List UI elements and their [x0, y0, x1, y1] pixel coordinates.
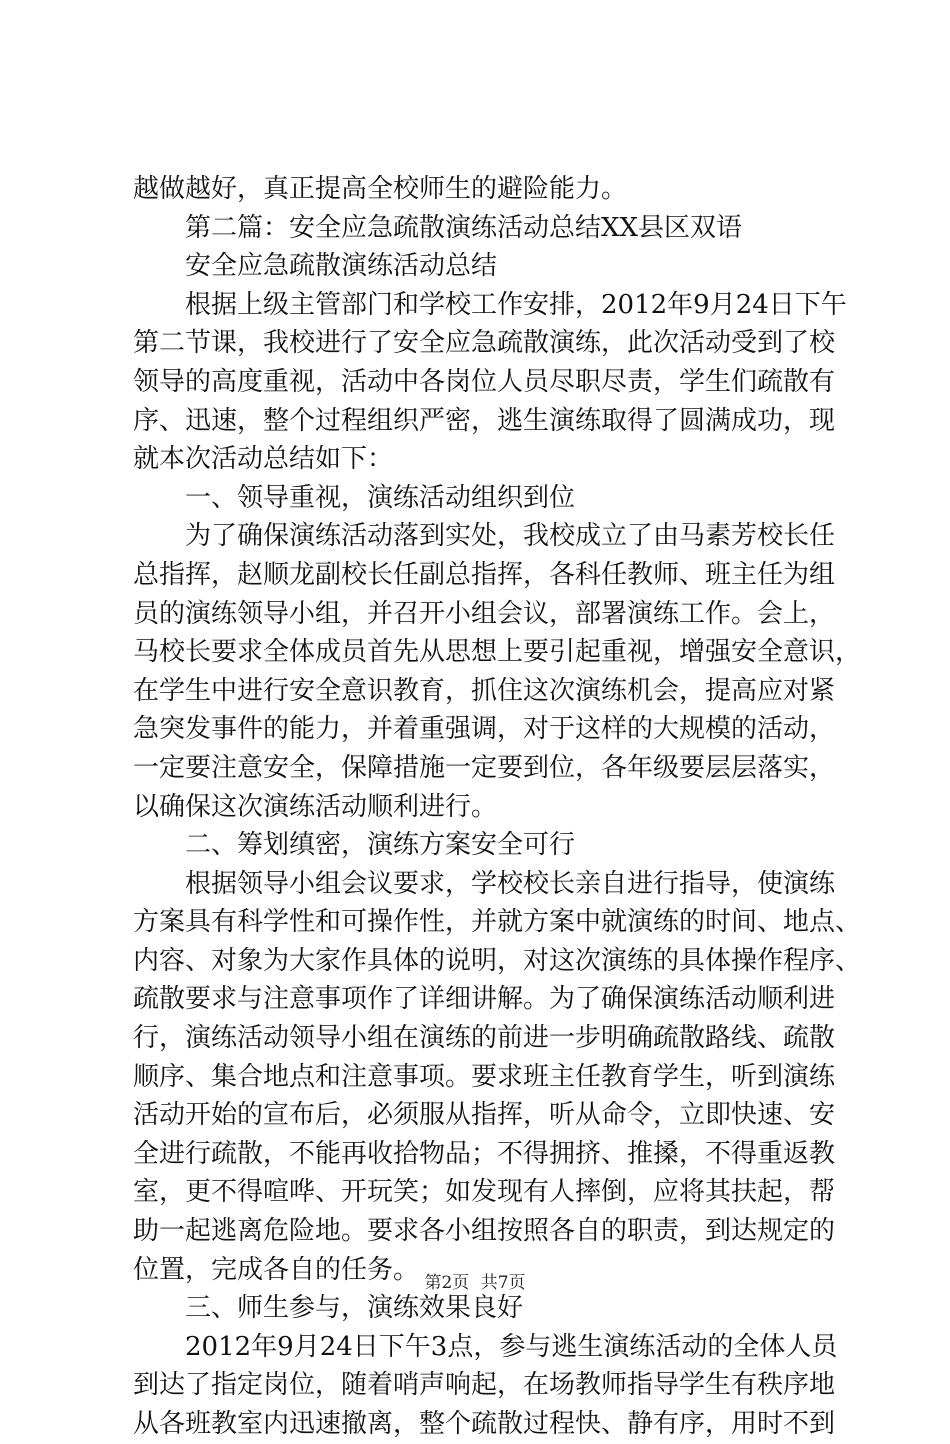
text-line: 全进行疏散，不能再收拾物品；不得拥挤、推搡，不得重返教 — [133, 1138, 836, 1169]
text-line: 内容、对象为大家作具体的说明，对这次演练的具体操作程序、 — [133, 945, 862, 976]
text-line: 2012年9月24日下午3点，参与逃生演练活动的全体人员 — [185, 1331, 838, 1362]
page-footer — [0, 1268, 950, 1293]
text-line: 助一起逃离危险地。要求各小组按照各自的职责，到达规定的 — [133, 1216, 836, 1247]
text-line: 顺序、集合地点和注意事项。要求班主任教育学生，听到演练 — [133, 1061, 836, 1092]
page-total: 共7页 — [480, 1273, 526, 1293]
text-line: 活动开始的宣布后，必须服从指挥，听从命令，立即快速、安 — [133, 1100, 836, 1131]
text-line: 为了确保演练活动落到实处，我校成立了由马素芳校长任 — [185, 521, 836, 552]
text-line: 马校长要求全体成员首先从思想上要引起重视，增强安全意识， — [133, 637, 862, 668]
text-line: 室，更不得喧哗、开玩笑；如发现有人摔倒，应将其扶起，帮 — [133, 1177, 836, 1208]
text-line: 领导的高度重视，活动中各岗位人员尽职尽责，学生们疏散有 — [133, 366, 836, 397]
text-line: 二、筹划缜密，演练方案安全可行 — [185, 830, 576, 861]
text-line: 就本次活动总结如下： — [133, 444, 394, 475]
text-line: 急突发事件的能力，并着重强调，对于这样的大规模的活动， — [133, 714, 836, 745]
text-line: 疏散要求与注意事项作了详细讲解。为了确保演练活动顺利进 — [133, 984, 836, 1015]
text-line: 到达了指定岗位，随着哨声响起，在场教师指导学生有秩序地 — [133, 1370, 836, 1401]
text-line: 总指挥，赵顺龙副校长任副总指挥，各科任教师、班主任为组 — [133, 559, 836, 590]
text-line: 以确保这次演练活动顺利进行。 — [133, 791, 498, 822]
text-line: 序、迅速，整个过程组织严密，逃生演练取得了圆满成功，现 — [133, 405, 836, 436]
text-line: 根据领导小组会议要求，学校校长亲自进行指导，使演练 — [185, 868, 836, 899]
text-line: 员的演练领导小组，并召开小组会议，部署演练工作。会上， — [133, 598, 836, 629]
text-line: 第二篇：安全应急疏散演练活动总结XX县区双语 — [185, 212, 743, 243]
document-body — [133, 170, 862, 1444]
text-line: 位置，完成各自的任务。 — [133, 1254, 420, 1285]
text-line: 安全应急疏散演练活动总结 — [185, 251, 498, 282]
page-number: 第2页 — [424, 1273, 470, 1293]
text-line: 越做越好，真正提高全校师生的避险能力。 — [133, 174, 628, 204]
text-line: 方案具有科学性和可操作性，并就方案中就演练的时间、地点、 — [133, 907, 862, 938]
text-line: 在学生中进行安全意识教育，抓住这次演练机会，提高应对紧 — [133, 675, 836, 706]
text-line: 根据上级主管部门和学校工作安排，2012年9月24日下午 — [185, 289, 847, 320]
text-line: 一、领导重视，演练活动组织到位 — [185, 482, 576, 513]
text-line: 从各班教室内迅速撤离，整个疏散过程快、静有序，用时不到 — [133, 1409, 836, 1439]
text-line: 行，演练活动领导小组在演练的前进一步明确疏散路线、疏散 — [133, 1023, 836, 1054]
text-line: 一定要注意安全，保障措施一定要到位，各年级要层层落实， — [133, 752, 836, 783]
text-line: 三、师生参与，演练效果良好 — [185, 1293, 524, 1324]
text-line: 第二节课，我校进行了安全应急疏散演练，此次活动受到了校 — [133, 328, 836, 359]
